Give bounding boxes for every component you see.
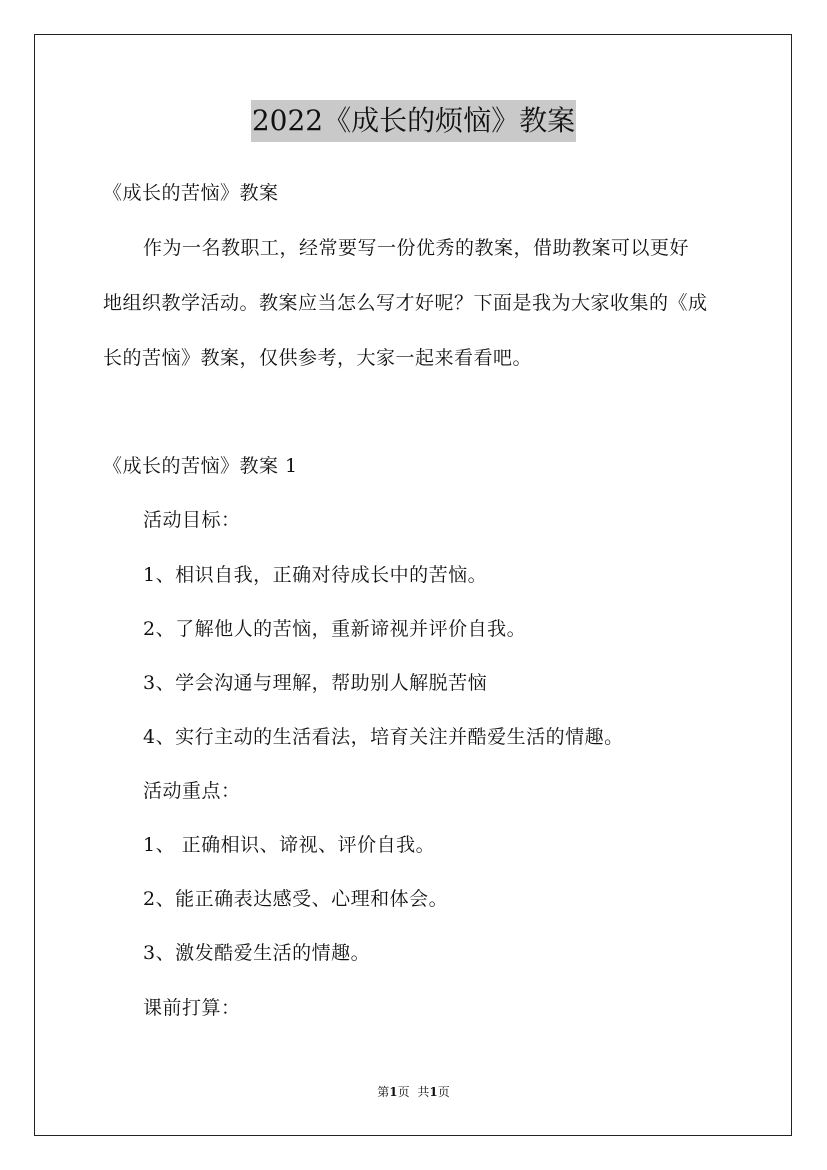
focus-heading: 活动重点： (143, 780, 241, 802)
goal-item-4: 4、实行主动的生活看法，培育关注并酷爱生活的情趣。 (143, 726, 624, 748)
footer-total-number: 1 (429, 1085, 438, 1099)
focus-item-2: 2、能正确表达感受、心理和体会。 (143, 888, 449, 910)
goal-item-1: 1、相识自我，正确对待成长中的苦恼。 (143, 564, 488, 586)
intro-line-1: 作为一名教职工，经常要写一份优秀的教案，借助教案可以更好 (143, 237, 690, 259)
intro-line-2: 地组织教学活动。教案应当怎么写才好呢？下面是我为大家收集的《成 (103, 292, 708, 314)
footer-total-suffix: 页 (437, 1085, 450, 1099)
footer-page-number: 1 (389, 1085, 398, 1099)
goal-item-3: 3、学会沟通与理解，帮助别人解脱苦恼 (143, 672, 488, 694)
footer-page-prefix: 第 (377, 1085, 390, 1099)
focus-item-1: 1、 正确相识、谛视、评价自我。 (143, 834, 436, 856)
page-footer (0, 1084, 827, 1100)
goals-heading: 活动目标： (143, 509, 241, 531)
footer-total-prefix: 共 (417, 1085, 430, 1099)
document-title: 2022《成长的烦恼》教案 (251, 100, 576, 142)
section-heading: 《成长的苦恼》教案 1 (103, 455, 298, 477)
title-container (0, 100, 827, 142)
prep-heading: 课前打算： (143, 997, 241, 1019)
subtitle: 《成长的苦恼》教案 (103, 182, 279, 204)
goal-item-2: 2、了解他人的苦恼，重新谛视并评价自我。 (143, 618, 527, 640)
footer-page-suffix: 页 (397, 1085, 410, 1099)
intro-line-3: 长的苦恼》教案，仅供参考，大家一起来看看吧。 (103, 347, 533, 369)
focus-item-3: 3、激发酷爱生活的情趣。 (143, 942, 371, 964)
